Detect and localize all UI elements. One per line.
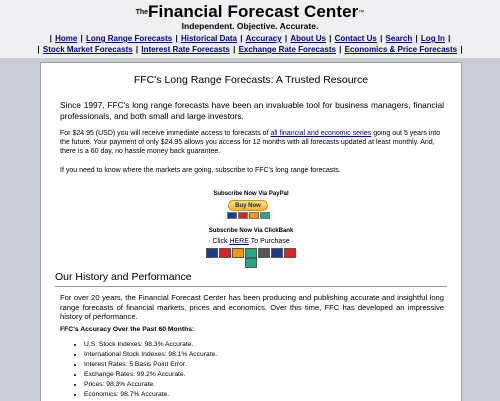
click-text-start: · Click (208, 238, 230, 245)
intro-paragraph: Since 1997, FFC's long range forecasts have been an invaluable tool for business managers, financial professionals, and both small and large investors. (60, 100, 444, 121)
list-item: • Interest Rates: 5 Basis Point Error. (84, 360, 217, 370)
paypal-widget (224, 200, 272, 218)
accuracy-heading: FFC's Accuracy Over the Past 60 Months: (60, 326, 195, 333)
pricing-text-end: going out 5 years into the future. Your payment of only $24.95 allows you access for 12 months with all forecasts updated at least monthly. And, there is a 60 day, no hassle money back guarantee. (60, 130, 441, 155)
card-icon (260, 212, 270, 219)
clickbank-card-logos (201, 248, 301, 268)
paypal-card-logos (224, 212, 272, 219)
logo-the: The (135, 9, 149, 16)
page-title: FFC's Long Range Forecasts: A Trusted Resource (133, 74, 369, 86)
list-item: • International Stock Indexes: 98.1% Accurate. (84, 350, 217, 360)
forecast-nav: | Stock Market Forecasts | Interest Rate Forecasts | Exchange Rate Forecasts | Economics & Price Forecasts | (37, 45, 463, 54)
card-icon (219, 248, 231, 258)
card-icon (271, 248, 283, 258)
clickbank-purchase-line (41, 238, 461, 245)
card-icon (284, 248, 296, 258)
paypal-label: Subscribe Now Via PayPal (213, 191, 289, 197)
nav-contact-us[interactable]: Contact Us (334, 34, 377, 43)
main-content (40, 62, 462, 401)
pricing-paragraph (60, 129, 444, 156)
nav-historical-data[interactable]: Historical Data (180, 34, 237, 43)
card-icon (245, 248, 257, 258)
nav-long-range-forecasts[interactable]: Long Range Forecasts (86, 34, 173, 43)
nav-log-in[interactable]: Log In (420, 34, 445, 43)
nav-interest-rate-forecasts[interactable]: Interest Rate Forecasts (141, 45, 230, 54)
list-item: • Economics: 98.7% Accurate. (84, 390, 217, 400)
card-icon (206, 248, 218, 258)
all-series-link[interactable]: all financial and economic series (270, 130, 372, 137)
site-logo[interactable] (0, 2, 500, 23)
card-icon (258, 248, 270, 258)
nav-exchange-rate-forecasts[interactable]: Exchange Rate Forecasts (238, 45, 336, 54)
trademark-mark: ™ (358, 10, 365, 16)
list-item: • U.S. Stock Indexes: 98.3% Accurate. (84, 340, 217, 350)
card-icon (232, 248, 244, 258)
subscribe-prompt: If you need to know where the markets are going, subscribe to FFC's long range forecasts. (60, 167, 341, 174)
card-icon (245, 258, 257, 268)
nav-search[interactable]: Search (385, 34, 413, 43)
clickbank-label: Subscribe Now Via ClickBank (208, 228, 294, 234)
card-icon (227, 212, 237, 219)
tagline: Independent. Objective. Accurate. (181, 21, 319, 31)
nav-accuracy[interactable]: Accuracy (245, 34, 282, 43)
accuracy-list (74, 340, 217, 400)
clickbank-here-link[interactable]: HERE (229, 238, 249, 245)
nav-home[interactable]: Home (55, 34, 78, 43)
click-text-end: To Purchase · (248, 238, 294, 245)
nav-stock-market-forecasts[interactable]: Stock Market Forecasts (42, 45, 133, 54)
list-item: • Prices: 98.3% Accurate. (84, 380, 217, 390)
history-heading: Our History and Performance (55, 271, 447, 287)
nav-about-us[interactable]: About Us (290, 34, 326, 43)
site-header (0, 0, 500, 58)
nav-economics-price-forecasts[interactable]: Economics & Price Forecasts (344, 45, 458, 54)
card-icon (249, 212, 259, 219)
logo-text: Financial Forecast Center (148, 2, 359, 21)
card-icon (238, 212, 248, 219)
history-paragraph: For over 20 years, the Financial Forecast Center has been producing and publishing accurate and insightful long range forecasts of financial markets, prices and economics. Over this time, FFC has developed an impressive history of performance. (60, 293, 444, 322)
buy-now-button[interactable]: Buy Now (228, 200, 268, 211)
list-item: • Exchange Rates: 99.2% Accurate. (84, 370, 217, 380)
main-nav: | Home | Long Range Forecasts | Historical Data | Accuracy | About Us | Contact Us | Search | Log In | (49, 34, 451, 43)
pricing-text-start: For $24.95 (USD) you will receive immediate access to forecasts of (60, 130, 271, 137)
